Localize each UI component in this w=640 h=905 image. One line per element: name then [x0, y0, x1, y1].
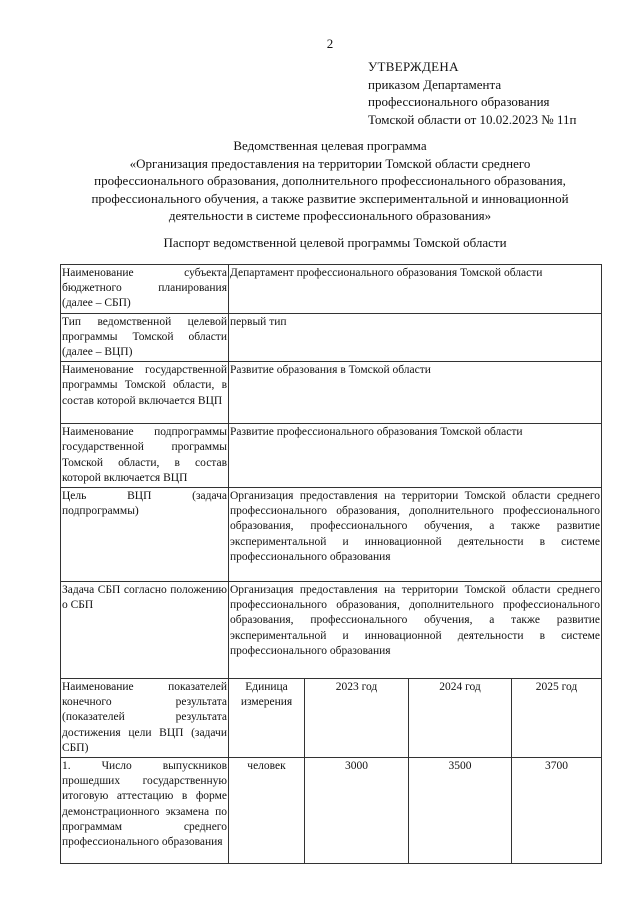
year-header: 2024 год [409, 679, 512, 758]
table-row [61, 362, 602, 424]
indicator-header-label: Наименование показателей конечного результата (показателей результата достижения цели ВЦП (задачи СБП) [61, 679, 229, 758]
row-value: Развитие профессионального образования Томской области [229, 424, 602, 488]
approval-line: Томской области от 10.02.2023 № 11п [368, 111, 577, 127]
row-value: Департамент профессионального образования Томской области [229, 265, 602, 314]
table-row [61, 313, 602, 362]
row-value: Организация предоставления на территории Томской области среднего профессионального образования, дополнительного профессионального образования, профессионального обучения, а также развитие экспериментальной и инновационной деятельности в системе профессионального образования [229, 582, 602, 679]
passport-title: Паспорт ведомственной целевой программы Томской области [163, 235, 507, 250]
approval-line: приказом Департамента [368, 76, 502, 92]
row-label: Наименование подпрограммы государственной программы Томской области, в состав которой включается ВЦП [61, 424, 229, 488]
year-header: 2023 год [305, 679, 409, 758]
table-row [61, 424, 602, 488]
indicator-row [61, 758, 602, 864]
indicator-header-row [61, 679, 602, 758]
row-label: Цель ВЦП (задача подпрограммы) [61, 488, 229, 582]
indicator-value: 3700 [512, 758, 602, 864]
program-name-line: профессионального обучения, а также развитие экспериментальной и инновационной [91, 190, 569, 206]
approval-block [368, 58, 576, 128]
unit-header: Единица измерения [229, 679, 305, 758]
row-label: Задача СБП согласно положению о СБП [61, 582, 229, 679]
row-value: Развитие образования в Томской области [229, 362, 602, 424]
page-number: 2 [326, 36, 334, 51]
row-label: Наименование субъекта бюджетного планирования (далее – СБП) [61, 265, 229, 314]
indicator-value: 3000 [305, 758, 409, 864]
year-header: 2025 год [512, 679, 602, 758]
indicator-label: 1. Число выпускников прошедших государственную итоговую аттестацию в форме демонстрационного экзамена по программам среднего профессионального образования [61, 758, 229, 864]
program-name-line: деятельности в системе профессионального образования» [168, 208, 492, 223]
row-value: первый тип [229, 313, 602, 362]
program-title-block [40, 137, 620, 225]
table-row [61, 582, 602, 679]
passport-table [60, 264, 602, 864]
approval-title: УТВЕРЖДЕНА [368, 59, 459, 74]
approval-line: профессионального образования [368, 94, 550, 109]
row-label: Тип ведомственной целевой программы Томской области (далее – ВЦП) [61, 313, 229, 362]
row-value: Организация предоставления на территории Томской области среднего профессионального образования, дополнительного профессионального образования, профессионального обучения, а также развитие экспериментальной и инновационной деятельности в системе профессионального образования [229, 488, 602, 582]
program-name-line: профессионального образования, дополнительного профессионального образования, [94, 173, 566, 188]
indicator-unit: человек [229, 758, 305, 864]
indicator-value: 3500 [409, 758, 512, 864]
program-type: Ведомственная целевая программа [233, 138, 427, 153]
row-label: Наименование государственной программы Томской области, в состав которой включается ВЦП [61, 362, 229, 424]
table-row [61, 488, 602, 582]
table-row [61, 265, 602, 314]
program-name-line: «Организация предоставления на территории Томской области среднего [129, 155, 531, 171]
